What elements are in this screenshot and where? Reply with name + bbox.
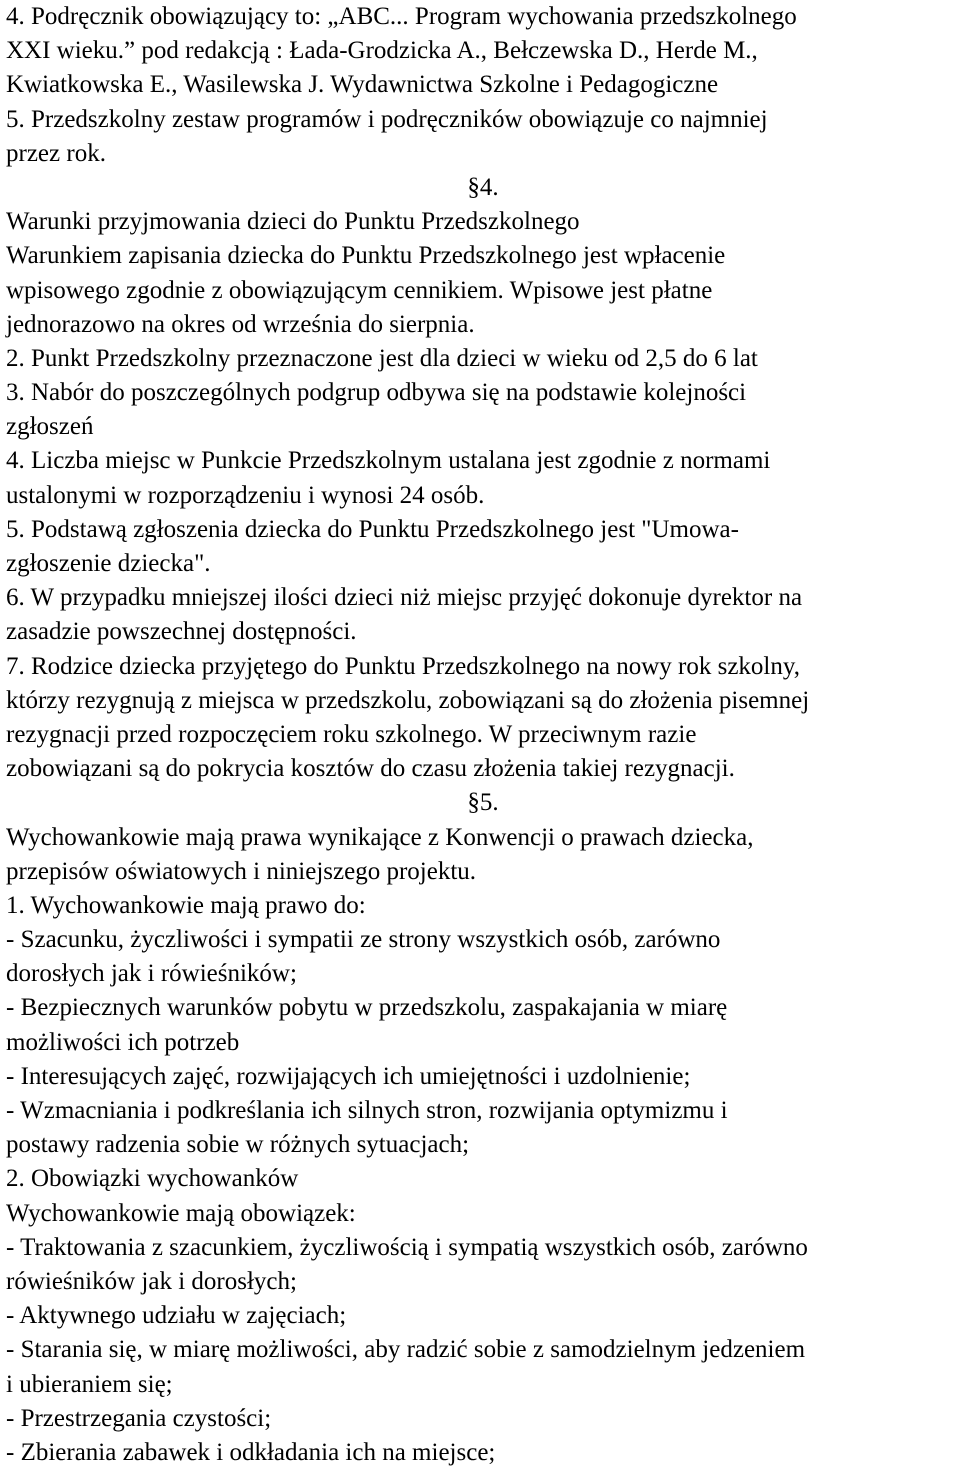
section-heading: §4. — [467, 173, 499, 201]
text-line: przez rok. — [6, 139, 106, 167]
document-page — [6, 0, 960, 1470]
text-line: zgłoszenie dziecka". — [6, 550, 211, 577]
text-line: - Szacunku, życzliwości i sympatii ze strony wszystkich osób, zarówno — [6, 926, 721, 954]
text-line: dorosłych jak i rówieśników; — [6, 960, 297, 988]
text-line: postawy radzenia sobie w różnych sytuacjach; — [6, 1131, 470, 1159]
text-line: - Interesujących zajęć, rozwijających ich umiejętności i uzdolnienie; — [6, 1062, 691, 1090]
text-line: zobowiązani są do pokrycia kosztów do czasu złożenia takiej rezygnacji. — [6, 755, 735, 783]
text-line: - Aktywnego udziału w zajęciach; — [6, 1302, 347, 1330]
text-line: i ubieraniem się; — [6, 1370, 173, 1398]
text-line: zgłoszeń — [6, 413, 94, 441]
text-line: - Starania się, w miarę możliwości, aby radzić sobie z samodzielnym jedzeniem — [6, 1336, 806, 1364]
text-line: Wychowankowie mają prawa wynikające z Konwencji o prawach dziecka, — [6, 823, 754, 851]
text-line: rówieśników jak i dorosłych; — [6, 1267, 297, 1295]
text-line: Warunki przyjmowania dzieci do Punktu Przedszkolnego — [6, 208, 580, 236]
text-line: 4. Liczba miejsc w Punkcie Przedszkolnym ustalana jest zgodnie z normami — [6, 447, 771, 475]
text-line: 5. Podstawą zgłoszenia dziecka do Punktu Przedszkolnego jest "Umowa- — [6, 515, 739, 543]
text-line: Warunkiem zapisania dziecka do Punktu Przedszkolnego jest wpłacenie — [6, 242, 726, 270]
text-line: 7. Rodzice dziecka przyjętego do Punktu Przedszkolnego na nowy rok szkolny, — [6, 652, 801, 680]
text-line: XXI wieku.” pod redakcją : Łada-Grodzicka A., Bełczewska D., Herde M., — [6, 37, 758, 65]
text-line: przepisów oświatowych i niniejszego projektu. — [6, 857, 477, 885]
text-line: zasadzie powszechnej dostępności. — [6, 618, 357, 646]
text-line: możliwości ich potrzeb — [6, 1028, 240, 1056]
text-line: - Traktowania z szacunkiem, życzliwością i sympatią wszystkich osób, zarówno — [6, 1233, 808, 1261]
section-heading: §5. — [467, 789, 499, 817]
text-line: ustalonymi w rozporządzeniu i wynosi 24 osób. — [6, 481, 485, 509]
text-line: 2. Obowiązki wychowanków — [6, 1165, 299, 1193]
text-line: 2. Punkt Przedszkolny przeznaczone jest dla dzieci w wieku od 2,5 do 6 lat — [6, 344, 758, 372]
text-line: Wychowankowie mają obowiązek: — [6, 1199, 356, 1227]
text-line: 3. Nabór do poszczególnych podgrup odbywa się na podstawie kolejności — [6, 379, 747, 407]
text-line: 6. W przypadku mniejszej ilości dzieci niż miejsc przyjęć dokonuje dyrektor na — [6, 584, 803, 612]
text-line: jednorazowo na okres od września do sierpnia. — [6, 310, 475, 338]
text-line: - Bezpiecznych warunków pobytu w przedszkolu, zaspakajania w miarę — [6, 994, 728, 1022]
text-line: - Wzmacniania i podkreślania ich silnych stron, rozwijania optymizmu i — [6, 1097, 728, 1124]
text-line: 4. Podręcznik obowiązujący to: „ABC... Program wychowania przedszkolnego — [6, 3, 797, 30]
text-line: rezygnacji przed rozpoczęciem roku szkolnego. W przeciwnym razie — [6, 720, 697, 748]
text-line: 1. Wychowankowie mają prawo do: — [6, 891, 366, 919]
text-line: - Zbierania zabawek i odkładania ich na miejsce; — [6, 1438, 496, 1466]
text-line: Kwiatkowska E., Wasilewska J. Wydawnictwa Szkolne i Pedagogiczne — [6, 71, 719, 99]
text-line: - Przestrzegania czystości; — [6, 1404, 272, 1432]
text-line: wpisowego zgodnie z obowiązującym cennikiem. Wpisowe jest płatne — [6, 276, 713, 304]
text-line: 5. Przedszkolny zestaw programów i podręczników obowiązuje co najmniej — [6, 105, 768, 133]
text-line: którzy rezygnują z miejsca w przedszkolu, zobowiązani są do złożenia pisemnej — [6, 686, 810, 714]
